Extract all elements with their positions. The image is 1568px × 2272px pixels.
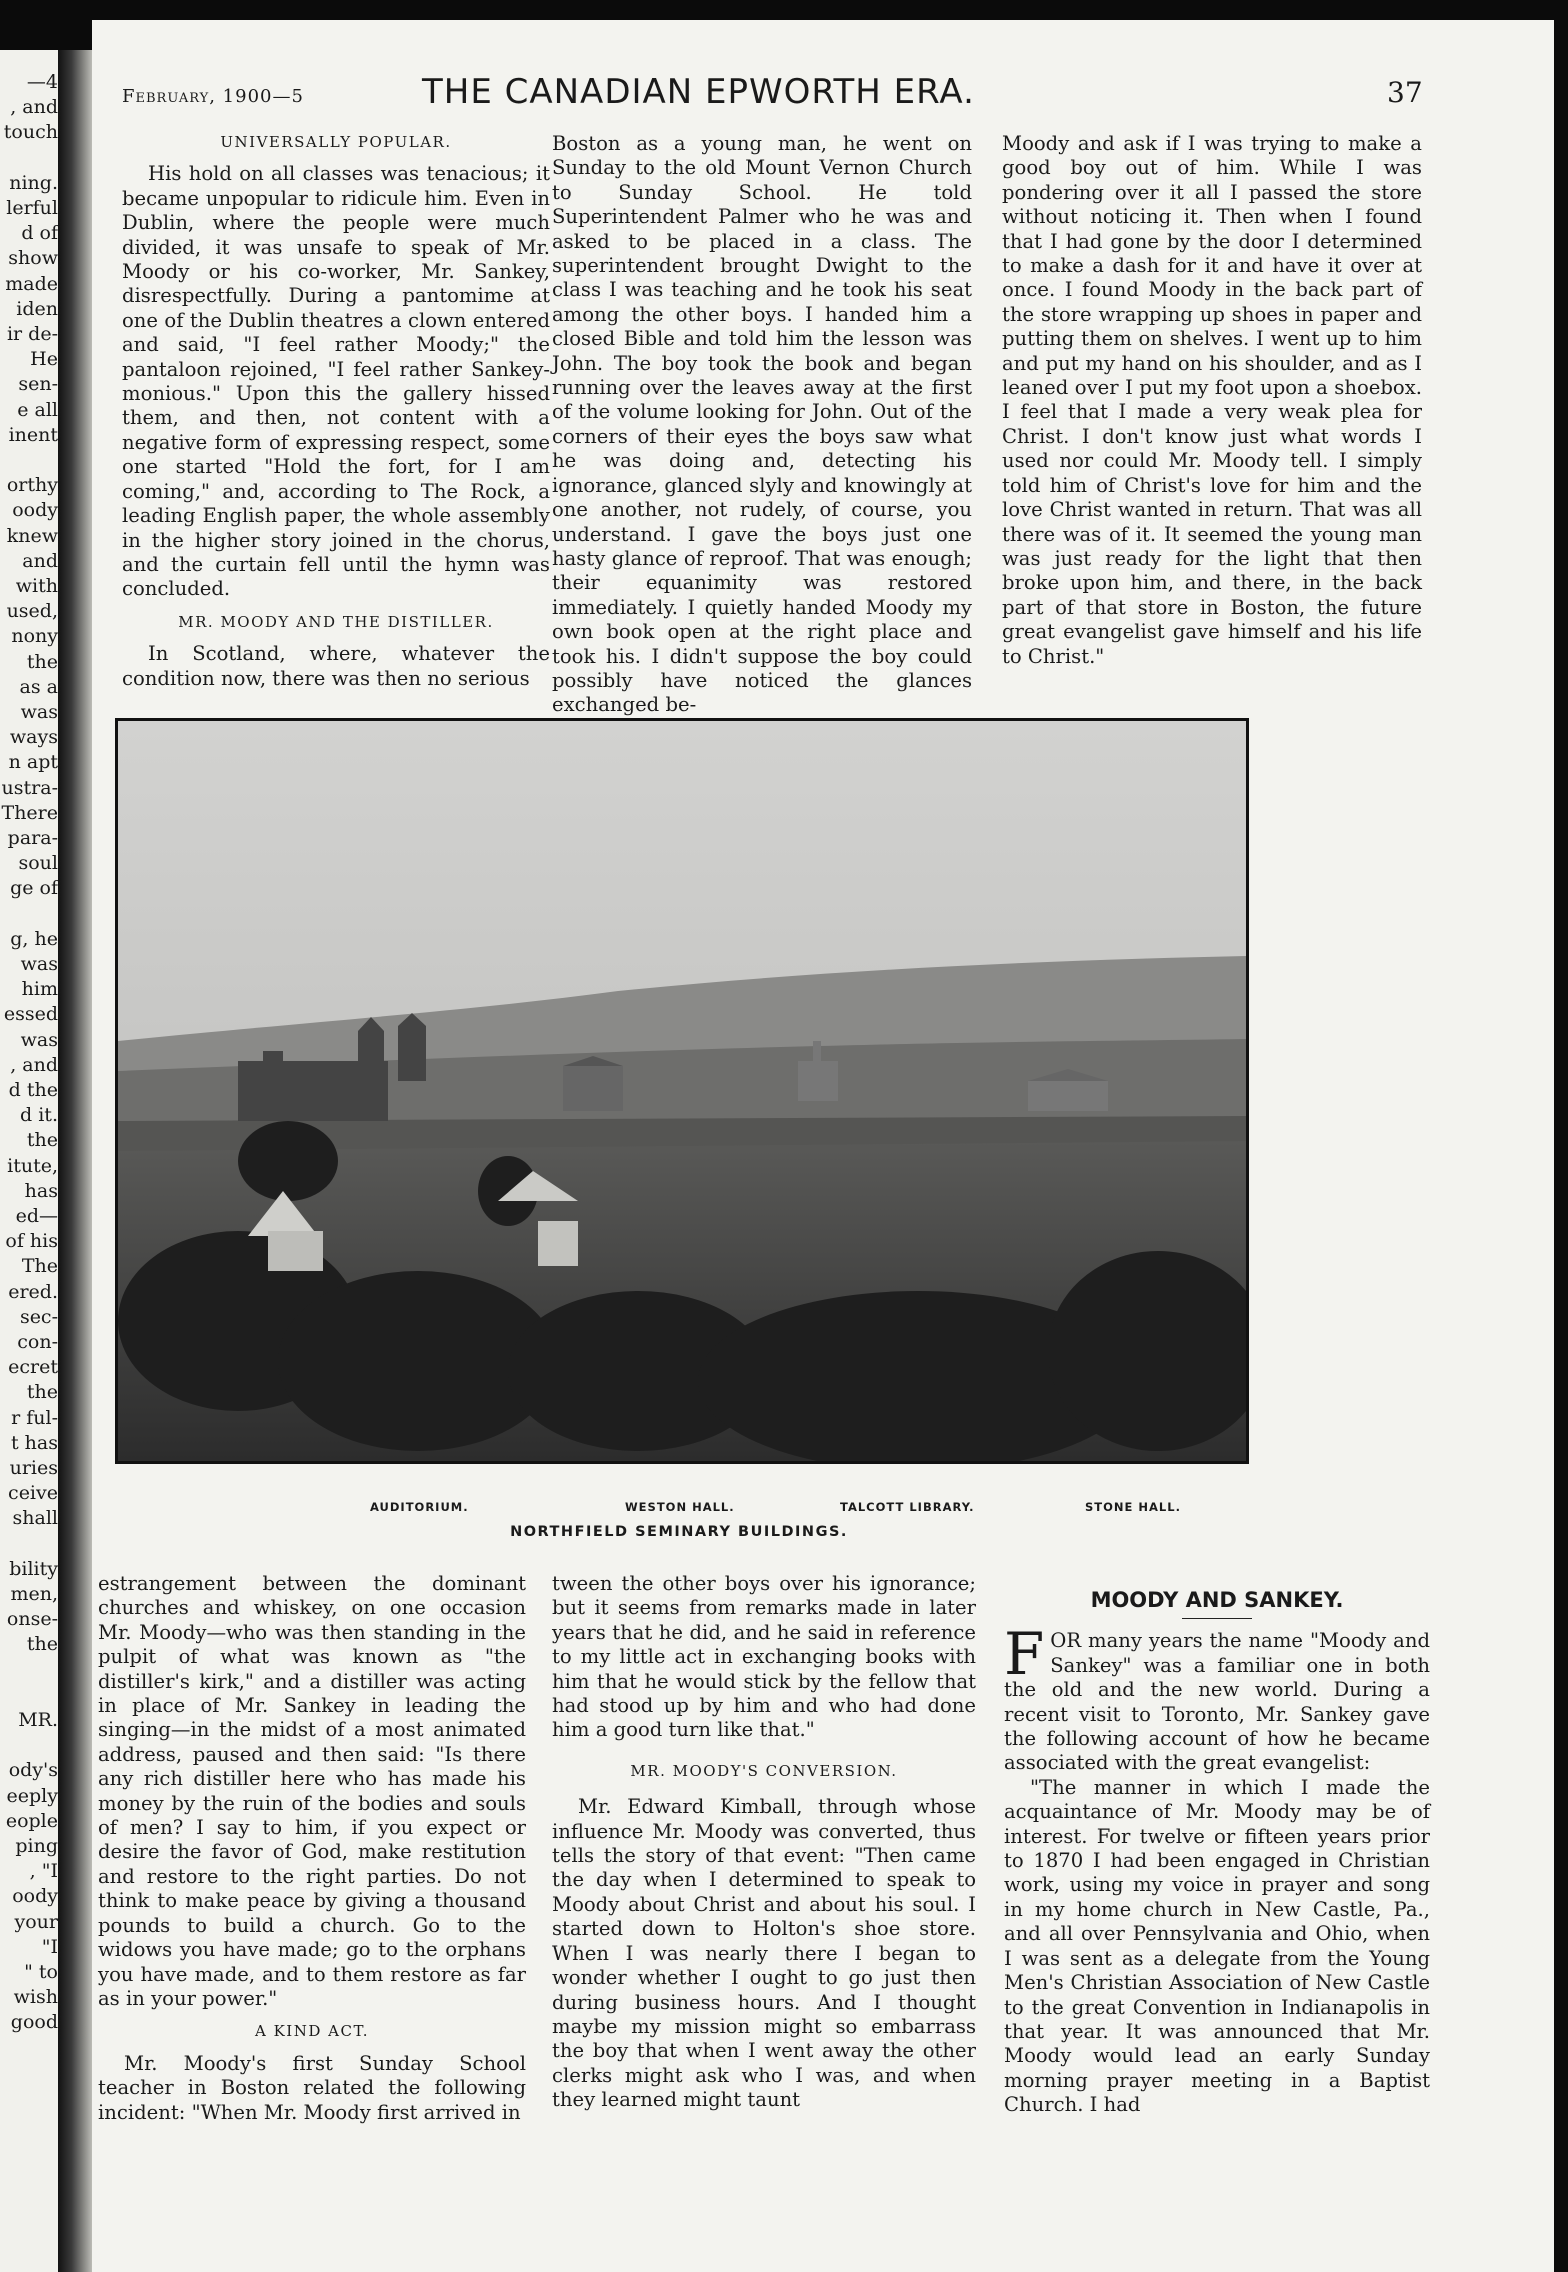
margin-fragment: lerful — [6, 197, 58, 219]
margin-fragment: ceive — [8, 1482, 58, 1505]
margin-fragment: eeply — [6, 1784, 58, 1807]
margin-fragment: and — [22, 549, 58, 572]
margin-fragment: itute, — [7, 1154, 58, 1177]
northfield-seminary-photograph — [115, 718, 1249, 1464]
margin-fragment: shall — [12, 1507, 58, 1530]
margin-fragment: inent — [8, 423, 58, 446]
caption-talcott-library: TALCOTT LIBRARY. — [840, 1500, 975, 1514]
margin-fragment: d the — [8, 1079, 58, 1101]
paragraph — [1004, 1620, 1430, 1775]
margin-fragment: ge of — [10, 877, 58, 900]
margin-fragment: d of — [21, 222, 58, 245]
paragraph: Moody and ask if I was trying to make a good boy out of him. While I was pondering over it all I passed the store without noticing it. Then when I found that I had gone by the door I determined to make a dash for it and have it over at once. I found Moody in the back part of the store wrapping up shoes in paper and putting them on shelves. I went up to him and put my hand on his shoulder, and as I leaned over I put my foot upon a shoebox. I feel that I made a very weak plea for Christ. I don't know just what words I used nor could Mr. Moody tell. I simply told him of Christ's love for him and the love Christ wanted in return. That was all there was of it. It seemed the young man was just ready for the light that then broke upon him, and there, in the back part of that store in Boston, the future great evangelist gave himself and his life to Christ." — [1002, 132, 1422, 668]
margin-fragment: ustra- — [1, 776, 58, 799]
margin-fragment: "I — [41, 1935, 58, 1958]
margin-fragment: ping — [15, 1835, 58, 1857]
margin-fragment: r ful- — [11, 1406, 58, 1429]
margin-fragment: ered. — [8, 1280, 58, 1303]
paragraph: Boston as a young man, he went on Sunday to the old Mount Vernon Church to Sunday School. He told Superintendent Palmer who he was and asked to be placed in a class. The superintendent brought Dwight to the class I was teaching and he took his seat among the other boys. I handed him a closed Bible and told him the lesson was John. The boy took the book and began running over the leaves away at the first of the volume looking for John. Out of the corners of their eyes the boys saw what he was doing and, detecting his ignorance, glanced slyly and knowingly at one another, not rudely, of course, you understand. I gave the boys just one hasty glance of reproof. That was enough; their equanimity was restored immediately. I quietly handed Moody my own book open at the right place and took his. I didn't suppose the boy could possibly have noticed the glances exchanged be- — [552, 132, 972, 717]
paragraph: tween the other boys over his ignorance; but it seems from remarks made in later years that he did, and he said in reference to my little act in exchanging books with him that he would stick by the fellow that had stood up by him and who had done him a good turn like that." — [552, 1572, 976, 1742]
margin-fragment: iden — [16, 297, 58, 320]
adjacent-page-fragment — [0, 50, 58, 2272]
caption-stone-hall: STONE HALL. — [1085, 1500, 1181, 1514]
margin-fragment: , and — [10, 96, 58, 119]
margin-fragment: the — [26, 1633, 58, 1656]
margin-fragment: eople — [5, 1809, 58, 1832]
margin-fragment: bility — [9, 1557, 58, 1580]
margin-fragment: sen- — [18, 373, 58, 396]
margin-fragment: MR. — [18, 1709, 58, 1731]
column-2-top — [552, 132, 972, 718]
margin-fragment: ed— — [15, 1205, 58, 1227]
margin-fragment: has — [24, 1179, 58, 1202]
margin-fragment: show — [8, 247, 58, 270]
margin-fragment: e all — [17, 398, 58, 421]
paragraph: His hold on all classes was tenacious; it became unpopular to ridicule him. Even in Dublin, where the people were much divided, it was unsafe to speak of Mr. Moody or his co-worker, Mr. Sankey, disrespectfully. During a pantomime at one of the Dublin theatres a clown entered and said, "I feel rather Moody;" the pantaloon rejoined, "I feel rather Sankey-monious." Upon this the gallery hissed them, and then, not content with a negative form of expressing respect, some one started "Hold the fort, for I am coming," and, according to The Rock, a leading English paper, the whole assembly in the higher story joined in the chorus, and the curtain fell until the hymn was concluded. — [122, 162, 550, 601]
margin-fragment: essed — [3, 1003, 58, 1026]
margin-fragment: n apt — [8, 751, 58, 774]
paragraph: "The manner in which I made the acquaintance of Mr. Moody may be of interest. For twelve or fifteen years prior to 1870 I had been engaged in Christian work, using my voice in prayer and song in my home church in New Castle, Pa., and all over Pennsylvania and Ohio, when I was sent as a delegate from the Young Men's Christian Association of New Castle to the great Convention in Indianapolis in that year. It was announced that Mr. Moody would lead an early Sunday morning prayer meeting in a Baptist Church. I had — [1004, 1775, 1430, 2117]
caption-auditorium: AUDITORIUM. — [370, 1500, 469, 1514]
margin-fragment: good — [10, 2011, 58, 2034]
margin-fragment: with — [15, 575, 58, 597]
margin-fragment: used, — [6, 600, 58, 623]
margin-fragment: t has — [11, 1431, 58, 1454]
binding-gutter — [58, 50, 92, 2272]
margin-fragment: para- — [7, 827, 58, 849]
paragraph: estrangement between the dominant churches and whiskey, on one occasion Mr. Moody—who was then standing in the pulpit of what was known as "the distiller's kirk," and a distiller was acting in place of Mr. Sankey in leading the singing—in the midst of a most animated address, paused and then said: "Is there any rich distiller here who has made his money by the ruin of the bodies and souls of men? I say to him, if you expect or desire the favor of God, make restitution and restore to the right parties. Do not think to make peace by giving a thousand pounds to build a church. Go to the widows you have made; go to the orphans you have made, and to them restore as far as in your power." — [98, 1572, 526, 2010]
margin-fragment: nony — [11, 625, 58, 648]
margin-fragment: sec- — [19, 1305, 58, 1328]
column-1-top — [122, 130, 550, 691]
subheading: MR. MOODY AND THE DISTILLER. — [178, 612, 494, 631]
column-3-top — [1002, 132, 1422, 669]
margin-fragment: d it. — [20, 1104, 58, 1127]
margin-fragment: the — [26, 650, 58, 673]
margin-fragment: wish — [13, 1986, 58, 2009]
margin-fragment: of his — [5, 1230, 58, 1253]
margin-fragment: onse- — [6, 1608, 58, 1631]
margin-fragment: ir de- — [6, 323, 58, 345]
column-2-bottom — [552, 1572, 976, 2113]
subheading: MR. MOODY'S CONVERSION. — [630, 1761, 898, 1780]
margin-fragment: ecret — [8, 1356, 58, 1379]
margin-fragment: was — [20, 953, 58, 975]
margin-fragment: g, he — [10, 927, 58, 950]
margin-fragment: men, — [10, 1583, 58, 1605]
subheading: A KIND ACT. — [254, 2022, 370, 2041]
paragraph: In Scotland, where, whatever the condition now, there was then no serious — [122, 642, 550, 690]
section-heading: MOODY AND SANKEY. — [1090, 1588, 1344, 1612]
margin-fragment: orthy — [6, 474, 58, 497]
column-3-bottom — [1004, 1584, 1430, 2118]
margin-fragment: oody — [12, 1885, 58, 1908]
margin-fragment: your — [14, 1910, 58, 1933]
margin-fragment: knew — [6, 524, 58, 547]
margin-fragment: The — [21, 1255, 58, 1278]
running-header — [122, 64, 1422, 114]
paragraph: Mr. Edward Kimball, through whose influence Mr. Moody was converted, thus tells the story of that event: "Then came the day when I determined to speak to Moody about Christ and about his soul. I started down to Holton's shoe store. When I was nearly there I began to wonder whether I ought to go just then during business hours. And I thought maybe my mission might so embarrass the boy that when I went away the other clerks might ask who I was, and when they learned might taunt — [552, 1795, 976, 2112]
margin-fragment: soul — [18, 852, 58, 875]
margin-fragment: was — [20, 701, 58, 723]
margin-fragment: made — [5, 272, 58, 295]
paragraph: Mr. Moody's first Sunday School teacher in Boston related the following incident: "When Mr. Moody first arrived in — [98, 2051, 526, 2124]
page-number: 37 — [1387, 76, 1423, 109]
margin-fragment: him — [21, 978, 58, 1001]
margin-fragment: , and — [10, 1053, 58, 1076]
subheading: UNIVERSALLY POPULAR. — [220, 133, 452, 151]
column-1-bottom — [98, 1572, 526, 2125]
margin-fragment: —4 — [26, 71, 58, 93]
margin-fragment: He — [30, 348, 58, 371]
margin-fragment: uries — [9, 1457, 58, 1479]
margin-fragment: the — [26, 1129, 58, 1152]
paragraph-text: OR many years the name "Moody and Sankey" was a familiar one in both the old and the new world. During a recent visit to Toronto, Mr. Sankey gave the following account of how he became associated with the great evangelist: — [1004, 1629, 1430, 1775]
landscape-photo — [118, 721, 1246, 1461]
margin-fragment: " to — [24, 1961, 58, 1983]
caption-weston-hall: WESTON HALL. — [625, 1500, 735, 1514]
heading-rule — [1182, 1618, 1252, 1619]
margin-fragment: There — [1, 801, 58, 824]
margin-fragment: touch — [3, 121, 58, 144]
margin-fragment: ning. — [9, 171, 58, 194]
margin-fragment: con- — [17, 1331, 58, 1353]
margin-fragment: as a — [19, 675, 58, 698]
publication-title: THE CANADIAN EPWORTH ERA. — [422, 72, 975, 112]
margin-fragment: , "I — [29, 1860, 58, 1883]
margin-fragment: was — [20, 1028, 58, 1051]
margin-fragment: ody's — [8, 1759, 58, 1782]
drop-cap: F — [1004, 1620, 1045, 1689]
margin-fragment: oody — [12, 499, 58, 522]
photo-title: NORTHFIELD SEMINARY BUILDINGS. — [510, 1524, 848, 1540]
issue-date: February, 1900—5 — [122, 86, 304, 107]
margin-fragment: the — [26, 1381, 58, 1404]
margin-fragment: ways — [9, 726, 58, 749]
